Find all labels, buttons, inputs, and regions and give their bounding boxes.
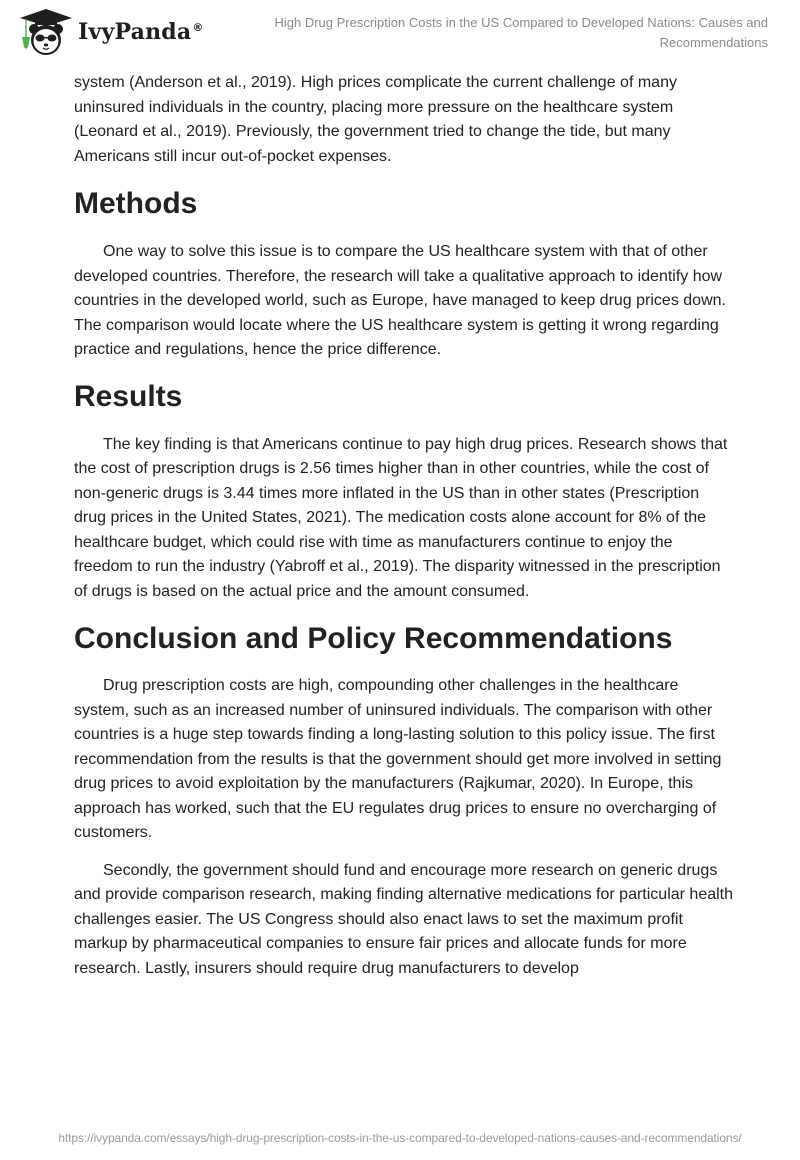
registered-mark: ® bbox=[192, 20, 204, 34]
panda-graduate-icon bbox=[18, 7, 74, 57]
ivypanda-logo[interactable] bbox=[18, 8, 204, 56]
heading-results: Results bbox=[74, 379, 183, 413]
essay-body bbox=[74, 71, 734, 981]
source-url[interactable]: https://ivypanda.com/essays/high-drug-prescription-costs-in-the-us-compared-to-developed-nations-causes-and-recommendations/ bbox=[58, 1131, 742, 1145]
heading-conclusion: Conclusion and Policy Recommendations bbox=[74, 622, 673, 655]
page-header bbox=[0, 0, 800, 60]
logo-wordmark: IvyPanda® bbox=[78, 19, 204, 45]
conclusion-paragraph-1: Drug prescription costs are high, compounding other challenges in the healthcare system, such as an increased number of uninsured individuals. The comparison with other countries is a huge step towards finding a long-lasting solution to this policy issue. The first recommendation from the results is that the government should get more involved in setting drug prices to avoid exploitation by the manufacturers (Rajkumar, 2020). In Europe, this approach has worked, such that the EU regulates drug prices to ensure no overcharging of customers. bbox=[74, 677, 722, 841]
document-title: High Drug Prescription Costs in the US Compared to Developed Nations: Causes and Recommendations bbox=[274, 15, 768, 50]
intro-paragraph: system (Anderson et al., 2019). High prices complicate the current challenge of many uninsured individuals in the country, placing more pressure on the healthcare system (Leonard et al., 2019). Previously, the government tried to change the tide, but many Americans still incur out-of-pocket expenses. bbox=[74, 74, 677, 165]
methods-paragraph: One way to solve this issue is to compare the US healthcare system with that of other developed countries. Therefore, the research will take a qualitative approach to identify how countries in the developed world, such as Europe, have managed to keep drug prices down. The comparison would locate where the US healthcare system is getting it wrong regarding practice and regulations, hence the price difference. bbox=[74, 243, 726, 358]
conclusion-paragraph-2: Secondly, the government should fund and encourage more research on generic drugs and provide comparison research, making finding alternative medications for particular health challenges easier. The US Congress should also enact laws to set the maximum profit markup by pharmaceutical companies to ensure fair prices and allocate funds for more research. Lastly, insurers should require drug manufacturers to develop bbox=[74, 861, 734, 977]
heading-methods: Methods bbox=[74, 187, 198, 220]
results-paragraph: The key finding is that Americans continue to pay high drug prices. Research shows that the cost of prescription drugs is 2.56 times higher than in other countries, while the cost of non-generic drugs is 3.44 times more inflated in the US than in other states (Prescription drug prices in the United States, 2021). The medication costs alone account for 8% of the healthcare budget, which could rise with time as manufacturers continue to enjoy the freedom to run the industry (Yabroff et al., 2019). The disparity witnessed in the prescription of drugs is based on the actual price and the amount consumed. bbox=[74, 435, 728, 600]
